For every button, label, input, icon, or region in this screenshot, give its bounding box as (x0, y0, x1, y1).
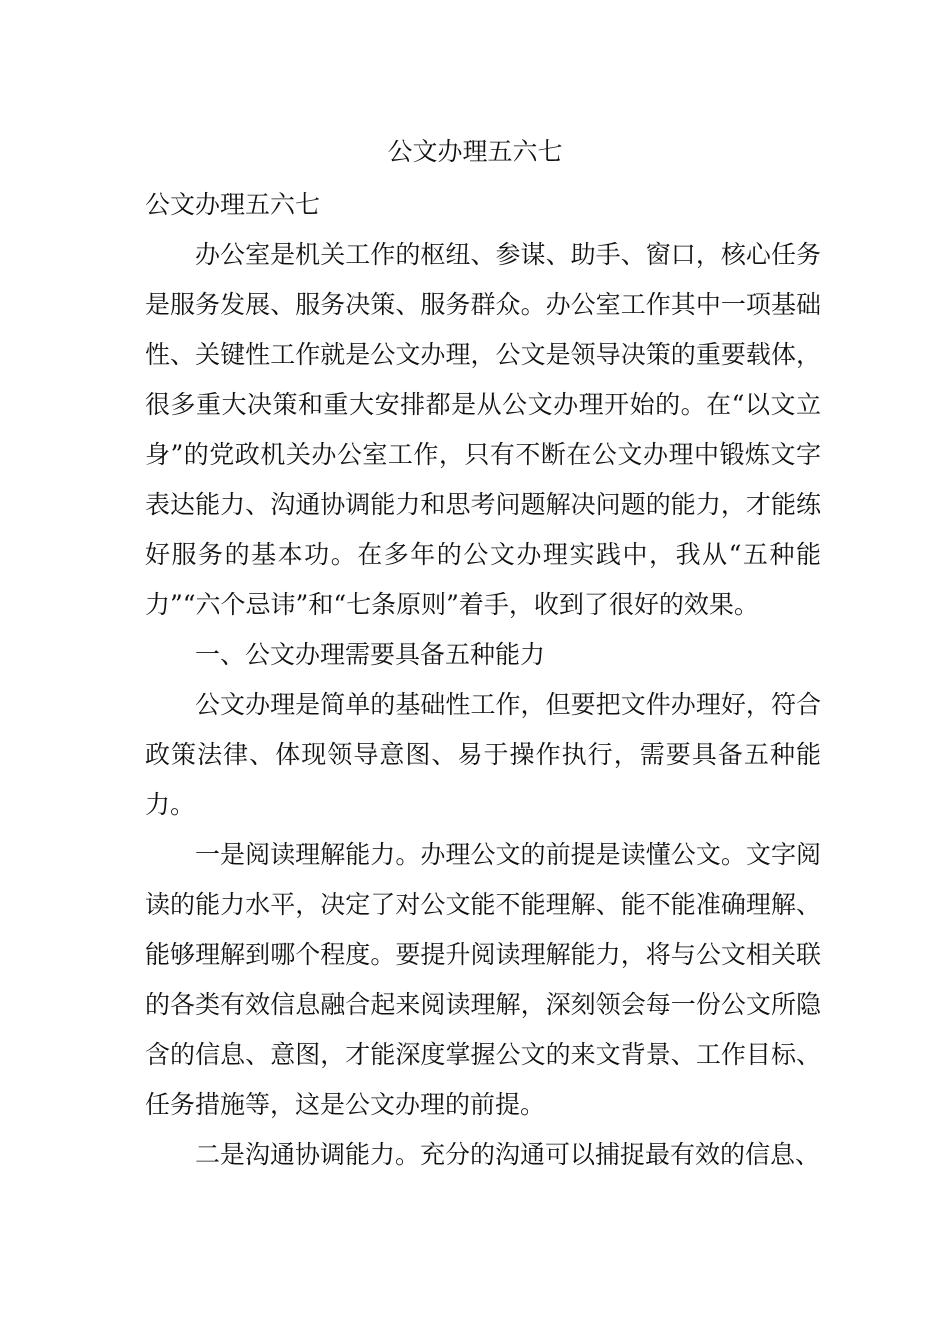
document-title: 公文办理五六七 (387, 137, 563, 166)
paragraph-reading-ability: 一是阅读理解能力。办理公文的前提是读懂公文。文字阅读的能力水平，决定了对公文能不能理解、能不能准确理解、能够理解到哪个程度。要提升阅读理解能力，将与公文相关联的各类有效信息融合起来阅读理解，深刻领会每一份公文所隐含的信息、意图，才能深度掌握公文的来文背景、工作目标、任务措施等，这是公文办理的前提。 (145, 840, 821, 1119)
section-heading: 一、公文办理需要具备五种能力 (195, 640, 546, 669)
paragraph-communication-ability: 二是沟通协调能力。充分的沟通可以捕捉最有效的信息、 (195, 1140, 821, 1169)
document-subtitle: 公文办理五六七 (145, 190, 321, 219)
paragraph-section-intro: 公文办理是简单的基础性工作，但要把文件办理好，符合政策法律、体现领导意图、易于操作执行，需要具备五种能力。 (145, 690, 821, 819)
document-body (145, 180, 821, 1180)
paragraph-intro: 办公室是机关工作的枢纽、参谋、助手、窗口，核心任务是服务发展、服务决策、服务群众。办公室工作其中一项基础性、关键性工作就是公文办理，公文是领导决策的重要载体，很多重大决策和重大安排都是从公文办理开始的。在“以文立身”的党政机关办公室工作，只有不断在公文办理中锻炼文字表达能力、沟通协调能力和思考问题解决问题的能力，才能练好服务的基本功。在多年的公文办理实践中，我从“五种能力”“六个忌讳”和“七条原则”着手，收到了很好的效果。 (145, 240, 821, 619)
